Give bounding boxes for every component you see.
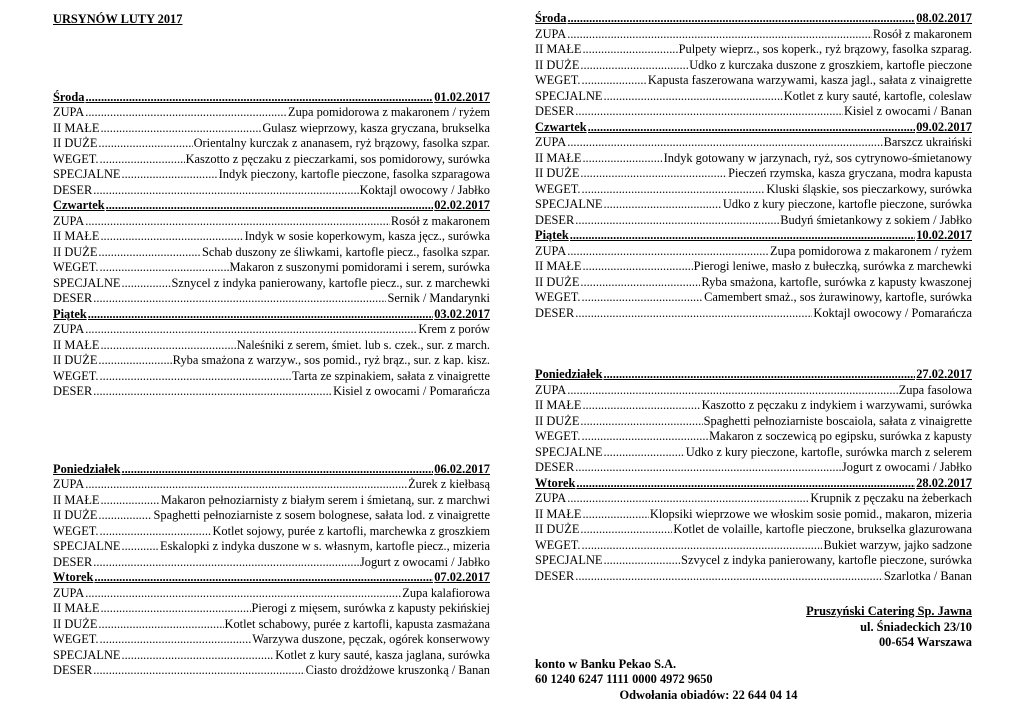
day-block: [535, 367, 972, 476]
day-name: Poniedziałek: [53, 461, 121, 476]
menu-dish: Makaron z soczewicą po egipsku, surówka z kapusty: [709, 429, 972, 443]
menu-dish: Żurek z kiełbasą: [408, 477, 490, 491]
menu-dish: Budyń śmietankowy z sokiem / Jabłko: [780, 212, 972, 227]
menu-category: II DUŻE: [535, 413, 580, 428]
menu-row: [535, 89, 972, 105]
menu-category: II MAŁE: [535, 398, 582, 412]
day-date: 08.02.2017: [916, 11, 972, 25]
dot-leader: [582, 398, 700, 414]
dot-leader: [567, 135, 882, 151]
spacer: [53, 400, 490, 462]
day-name: Poniedziałek: [535, 367, 603, 381]
menu-category: WEGET.: [535, 73, 581, 87]
menu-dish: Kotlet z kury sauté, kartofle, coleslaw: [783, 88, 972, 103]
dot-leader: [93, 663, 304, 679]
menu-dish: Gulasz wieprzowy, kasza gryczana, brukselka: [262, 120, 490, 135]
day-name: Czwartek: [535, 119, 587, 134]
menu-category: WEGET.: [535, 429, 581, 443]
menu-dish: Indyk pieczony, kartofle pieczone, fasolka szparagowa: [218, 167, 490, 181]
dot-leader: [575, 569, 883, 585]
menu-row: [535, 73, 972, 89]
dot-leader: [88, 307, 434, 323]
day-block: [53, 307, 490, 400]
menu-category: SPECJALNE: [535, 197, 603, 211]
menu-row: [535, 491, 972, 507]
dot-leader: [603, 197, 721, 213]
menu-row: [53, 338, 490, 354]
dot-leader: [575, 460, 841, 476]
dot-leader: [100, 260, 229, 276]
menu-category: SPECJALNE: [53, 647, 121, 662]
dot-leader: [100, 632, 252, 648]
menu-row: [53, 617, 490, 633]
menu-dish: Kaszotto z pęczaku z pieczarkami, sos pomidorowy, surówka: [185, 151, 490, 166]
day-name: Wtorek: [535, 475, 576, 490]
menu-category: SPECJALNE: [53, 275, 121, 290]
menu-dish: Zupa pomidorowa z makaronem / ryżem: [288, 105, 490, 119]
right-week-1: [535, 11, 972, 321]
dot-leader: [121, 462, 433, 478]
menu-dish: Makaron z suszonymi pomidorami i serem, surówka: [229, 260, 490, 274]
menu-dish: Kaszotto z pęczaku z indykiem i warzywami, surówka: [701, 398, 972, 412]
dot-leader: [100, 601, 250, 617]
menu-row: [535, 275, 972, 291]
day-block: [53, 570, 490, 679]
menu-row: [53, 276, 490, 292]
menu-dish: Kisiel z owocami / Pomarańcza: [333, 384, 490, 398]
dot-leader: [575, 213, 779, 229]
dot-leader: [582, 259, 692, 275]
menu-row: [535, 213, 972, 229]
day-block: [535, 476, 972, 585]
day-date: 27.02.2017: [916, 367, 972, 381]
dot-leader: [100, 121, 261, 137]
day-header: [53, 198, 490, 214]
menu-category: WEGET.: [535, 290, 581, 304]
day-date: 01.02.2017: [434, 89, 490, 104]
menu-row: [53, 555, 490, 571]
menu-dish: Indyk w sosie koperkowym, kasza jęcz., surówka: [244, 229, 490, 243]
menu-dish: Makaron pełnoziarnisty z białym serem i śmietaną, sur. z marchwi: [160, 492, 490, 507]
menu-dish: Klopsiki wieprzowe we włoskim sosie pomid., makaron, mizeria: [649, 506, 972, 521]
menu-dish: Krem z porów: [418, 322, 490, 336]
menu-category: ZUPA: [535, 491, 567, 505]
dot-leader: [98, 353, 171, 369]
menu-row: [535, 42, 972, 58]
menu-row: [535, 398, 972, 414]
menu-category: II DUŻE: [535, 166, 580, 180]
menu-category: SPECJALNE: [535, 553, 603, 567]
dot-leader: [93, 183, 358, 199]
day-block: [53, 462, 490, 571]
menu-dish: Pierogi leniwe, masło z bułeczką, surówka z marchewki: [693, 259, 972, 273]
day-header: [53, 570, 490, 586]
left-week-1: [53, 90, 490, 400]
menu-dish: Pulpety wieprz., sos koperk., ryż brązowy, fasolka szparag.: [678, 42, 972, 56]
bank-account: 60 1240 6247 1111 0000 4972 9650: [535, 672, 713, 686]
dot-leader: [100, 229, 243, 245]
menu-category: WEGET.: [53, 368, 99, 383]
menu-category: II MAŁE: [535, 150, 582, 165]
menu-dish: Pierogi z mięsem, surówka z kapusty pekińskiej: [251, 601, 490, 615]
menu-category: DESER: [535, 305, 575, 320]
menu-dish: Naleśniki z serem, śmiet. lub s. czek., sur. z march.: [236, 337, 490, 352]
right-week-2: [535, 367, 972, 584]
menu-row: [53, 121, 490, 137]
menu-category: ZUPA: [535, 243, 567, 258]
dot-leader: [567, 27, 872, 43]
menu-category: SPECJALNE: [53, 167, 121, 181]
day-date: 02.02.2017: [434, 198, 490, 212]
dot-leader: [121, 167, 217, 183]
menu-dish: Camembert smaż., sos żurawinowy, kartofle, surówka: [704, 290, 972, 304]
menu-category: II DUŻE: [53, 244, 98, 259]
menu-category: II MAŁE: [53, 229, 100, 243]
day-name: Wtorek: [53, 570, 94, 584]
menu-row: [53, 632, 490, 648]
menu-category: DESER: [535, 212, 575, 227]
menu-dish: Indyk gotowany w jarzynach, ryż, sos cytrynowo-śmietanowy: [663, 150, 972, 165]
dot-leader: [582, 507, 648, 523]
menu-dish: Ryba smażona, kartofle, surówka z kapusty kwaszonej: [701, 274, 972, 289]
menu-category: II DUŻE: [53, 353, 98, 367]
dot-leader: [85, 586, 401, 602]
company-name: Pruszyński Catering Sp. Jawna: [806, 604, 972, 618]
spacer: [53, 28, 490, 90]
dot-leader: [575, 306, 812, 322]
day-header: [53, 90, 490, 106]
dot-leader: [582, 290, 704, 306]
menu-category: ZUPA: [53, 213, 85, 228]
menu-category: WEGET.: [53, 260, 99, 274]
menu-dish: Rosół z makaronem: [390, 213, 490, 228]
menu-row: [53, 648, 490, 664]
dot-leader: [567, 491, 809, 507]
menu-category: WEGET.: [53, 523, 99, 538]
menu-dish: Kotlet schabowy, purée z kartofli, kapusta zasmażana: [224, 616, 490, 631]
day-header: [535, 476, 972, 492]
menu-row: [535, 383, 972, 399]
menu-dish: Sernik / Mandarynki: [387, 291, 490, 305]
menu-row: [53, 493, 490, 509]
menu-dish: Jogurt z owocami / Jabłko: [841, 460, 972, 474]
dot-leader: [100, 338, 235, 354]
dot-leader: [98, 136, 192, 152]
dot-leader: [85, 214, 390, 230]
menu-dish: Jogurt z owocami / Jabłko: [359, 554, 490, 569]
menu-row: [53, 322, 490, 338]
menu-row: [53, 152, 490, 168]
menu-row: [535, 135, 972, 151]
menu-dish: Orientalny kurczak z ananasem, ryż brązowy, fasolka szpar.: [193, 136, 490, 150]
menu-category: II MAŁE: [53, 337, 100, 352]
dot-leader: [580, 414, 702, 430]
dot-leader: [100, 152, 185, 168]
menu-row: [535, 182, 972, 198]
day-header: [535, 228, 972, 244]
dot-leader: [100, 524, 212, 540]
menu-dish: Kotlet de volaille, kartofle pieczone, brukselka glazurowana: [673, 522, 972, 536]
day-header: [535, 11, 972, 27]
spacer: [535, 321, 972, 367]
day-block: [535, 120, 972, 229]
menu-row: [53, 291, 490, 307]
menu-category: II MAŁE: [535, 506, 582, 521]
menu-dish: Warzywa duszone, pęczak, ogórek konserwowy: [252, 632, 490, 646]
menu-dish: Zupa kalafiorowa: [402, 585, 490, 600]
menu-dish: Sznycel z indyka panierowany, kartofle piecz., sur. z marchewki: [171, 275, 490, 290]
menu-dish: Udko z kurczaka duszone z groszkiem, kartofle pieczone: [689, 57, 972, 72]
cancel-phone: Odwołania obiadów: 22 644 04 14: [619, 687, 798, 702]
menu-row: [535, 522, 972, 538]
dot-leader: [93, 555, 359, 571]
menu-dish: Ryba smażona z warzyw., sos pomid., ryż brąz., sur. z kap. kisz.: [172, 353, 490, 367]
menu-row: [53, 214, 490, 230]
menu-row: [53, 105, 490, 121]
day-block: [535, 11, 972, 120]
menu-category: SPECJALNE: [53, 539, 121, 553]
menu-dish: Zupa fasolowa: [898, 382, 972, 397]
menu-row: [53, 260, 490, 276]
menu-category: ZUPA: [53, 477, 85, 491]
dot-leader: [85, 90, 433, 106]
menu-category: WEGET.: [53, 632, 99, 646]
menu-category: II DUŻE: [53, 136, 98, 150]
menu-category: DESER: [53, 663, 93, 677]
menu-dish: Spaghetti pełnoziarniste z sosem bolognese, sałata lod. z vinaigrette: [153, 508, 490, 522]
menu-row: [53, 229, 490, 245]
menu-dish: Ciasto drożdżowe kruszonką / Banan: [305, 663, 490, 677]
menu-dish: Udko z kury pieczone, kartofle pieczone, surówka: [722, 197, 972, 211]
day-header: [535, 367, 972, 383]
menu-row: [535, 197, 972, 213]
menu-dish: Koktajl owocowy / Pomarańcza: [813, 305, 972, 320]
dot-leader: [582, 429, 709, 445]
menu-category: DESER: [535, 568, 575, 583]
menu-row: [535, 290, 972, 306]
dot-leader: [98, 617, 223, 633]
menu-row: [53, 539, 490, 555]
dot-leader: [580, 275, 700, 291]
menu-row: [535, 507, 972, 523]
dot-leader: [85, 322, 417, 338]
menu-category: DESER: [53, 182, 93, 197]
menu-row: [535, 429, 972, 445]
dot-leader: [100, 493, 159, 509]
menu-row: [535, 244, 972, 260]
menu-row: [53, 353, 490, 369]
menu-dish: Zupa pomidorowa z makaronem / ryżem: [770, 243, 972, 258]
dot-leader: [100, 369, 291, 385]
left-column: [53, 12, 490, 679]
menu-dish: Kapusta faszerowana warzywami, kasza jagl., sałata z vinaigrette: [647, 73, 972, 87]
dot-leader: [570, 228, 916, 244]
left-week-2: [53, 462, 490, 679]
day-date: 09.02.2017: [916, 119, 972, 134]
dot-leader: [567, 383, 897, 399]
company-city: 00-654 Warszawa: [878, 635, 972, 649]
dot-leader: [580, 166, 727, 182]
menu-dish: Bukiet warzyw, jajko sadzone: [823, 537, 972, 552]
menu-dish: Eskalopki z indyka duszone w s. własnym, kartofle piecz., mizeria: [160, 539, 490, 553]
menu-dish: Udko z kury pieczone, kartofle, surówka march z selerem: [685, 444, 972, 459]
menu-row: [53, 524, 490, 540]
menu-category: II DUŻE: [535, 274, 580, 289]
menu-dish: Barszcz ukraiński: [883, 135, 972, 149]
dot-leader: [567, 244, 769, 260]
menu-category: ZUPA: [535, 26, 567, 41]
dot-leader: [603, 367, 915, 383]
menu-category: WEGET.: [535, 181, 581, 196]
page-title: URSYNÓW LUTY 2017: [53, 12, 183, 26]
menu-category: II MAŁE: [535, 42, 582, 56]
right-column: [535, 11, 972, 703]
menu-category: II DUŻE: [535, 522, 580, 536]
menu-category: SPECJALNE: [535, 88, 603, 103]
menu-row: [53, 508, 490, 524]
dot-leader: [603, 445, 684, 461]
dot-leader: [85, 105, 287, 121]
menu-category: WEGET.: [535, 537, 581, 552]
dot-leader: [582, 73, 647, 89]
day-date: 10.02.2017: [916, 228, 972, 242]
menu-category: II DUŻE: [535, 57, 580, 72]
menu-category: II MAŁE: [53, 120, 100, 135]
menu-row: [53, 586, 490, 602]
menu-row: [535, 151, 972, 167]
menu-category: DESER: [535, 460, 575, 474]
company-street: ul. Śniadeckich 23/10: [860, 619, 972, 634]
menu-category: ZUPA: [53, 585, 85, 600]
menu-row: [535, 58, 972, 74]
menu-category: DESER: [535, 104, 575, 118]
day-header: [535, 120, 972, 136]
menu-row: [53, 245, 490, 261]
dot-leader: [582, 42, 677, 58]
menu-row: [535, 445, 972, 461]
menu-dish: Pieczeń rzymska, kasza gryczana, modra kapusta: [728, 166, 972, 180]
dot-leader: [93, 384, 332, 400]
menu-row: [535, 104, 972, 120]
dot-leader: [98, 508, 152, 524]
dot-leader: [588, 120, 916, 136]
menu-category: ZUPA: [53, 105, 85, 119]
menu-category: II MAŁE: [53, 601, 100, 615]
menu-row: [53, 167, 490, 183]
dot-leader: [85, 477, 407, 493]
menu-dish: Spaghetti pełnoziarniste boscaiola, sałata z vinaigrette: [703, 413, 972, 428]
day-name: Piątek: [53, 306, 87, 321]
menu-row: [535, 27, 972, 43]
menu-category: ZUPA: [535, 382, 567, 397]
dot-leader: [576, 476, 915, 492]
menu-category: ZUPA: [535, 135, 567, 149]
menu-row: [535, 414, 972, 430]
dot-leader: [582, 182, 766, 198]
menu-dish: Kotlet z kury sauté, kasza jaglana, surówka: [275, 647, 490, 662]
menu-row: [53, 136, 490, 152]
day-date: 06.02.2017: [434, 461, 490, 476]
menu-row: [53, 384, 490, 400]
dot-leader: [580, 522, 672, 538]
dot-leader: [575, 104, 843, 120]
dot-leader: [582, 538, 823, 554]
menu-category: II MAŁE: [535, 259, 582, 273]
menu-row: [53, 601, 490, 617]
day-block: [535, 228, 972, 321]
menu-row: [53, 477, 490, 493]
day-date: 03.02.2017: [434, 306, 490, 321]
dot-leader: [93, 291, 386, 307]
dot-leader: [603, 89, 782, 105]
menu-category: SPECJALNE: [535, 444, 603, 459]
dot-leader: [567, 11, 915, 27]
menu-dish: Szarlotka / Banan: [883, 568, 972, 583]
day-date: 28.02.2017: [916, 475, 972, 490]
menu-category: DESER: [53, 554, 93, 569]
menu-dish: Szvycel z indyka panierowany, kartofle pieczone, surówka: [681, 553, 972, 567]
dot-leader: [106, 198, 434, 214]
menu-row: [535, 538, 972, 554]
day-header: [53, 462, 490, 478]
menu-row: [535, 553, 972, 569]
menu-category: ZUPA: [53, 322, 85, 336]
menu-dish: Schab duszony ze śliwkami, kartofle piecz., fasolka szpar.: [202, 244, 490, 259]
menu-dish: Koktajl owocowy / Jabłko: [359, 182, 490, 197]
dot-leader: [121, 276, 170, 292]
menu-row: [53, 369, 490, 385]
dot-leader: [121, 539, 159, 555]
menu-category: DESER: [53, 291, 93, 305]
menu-row: [53, 183, 490, 199]
menu-row: [535, 259, 972, 275]
dot-leader: [121, 648, 274, 664]
day-block: [53, 90, 490, 199]
menu-row: [535, 306, 972, 322]
menu-dish: Kluski śląskie, sos pieczarkowy, surówka: [766, 181, 972, 196]
footer: [535, 604, 972, 703]
dot-leader: [582, 151, 662, 167]
day-header: [53, 307, 490, 323]
dot-leader: [580, 58, 688, 74]
menu-dish: Krupnik z pęczaku na żeberkach: [810, 491, 972, 505]
day-name: Środa: [535, 11, 567, 25]
menu-row: [535, 460, 972, 476]
menu-dish: Kotlet sojowy, purée z kartofli, marchewka z groszkiem: [212, 523, 490, 538]
day-name: Czwartek: [53, 198, 105, 212]
menu-category: II DUŻE: [53, 508, 98, 522]
menu-category: II DUŻE: [53, 616, 98, 631]
menu-category: DESER: [53, 384, 93, 398]
dot-leader: [98, 245, 201, 261]
menu-row: [53, 663, 490, 679]
menu-dish: Rosół z makaronem: [872, 26, 972, 41]
dot-leader: [603, 553, 680, 569]
menu-category: II MAŁE: [53, 492, 100, 507]
bank-label: konto w Banku Pekao S.A.: [535, 656, 677, 671]
dot-leader: [94, 570, 433, 586]
day-date: 07.02.2017: [434, 570, 490, 584]
day-name: Środa: [53, 89, 85, 104]
day-block: [53, 198, 490, 307]
menu-dish: Kisiel z owocami / Banan: [843, 104, 972, 118]
menu-row: [535, 569, 972, 585]
menu-dish: Tarta ze szpinakiem, sałata z vinaigrette: [292, 368, 490, 383]
menu-category: WEGET.: [53, 151, 99, 166]
day-name: Piątek: [535, 228, 569, 242]
menu-row: [535, 166, 972, 182]
